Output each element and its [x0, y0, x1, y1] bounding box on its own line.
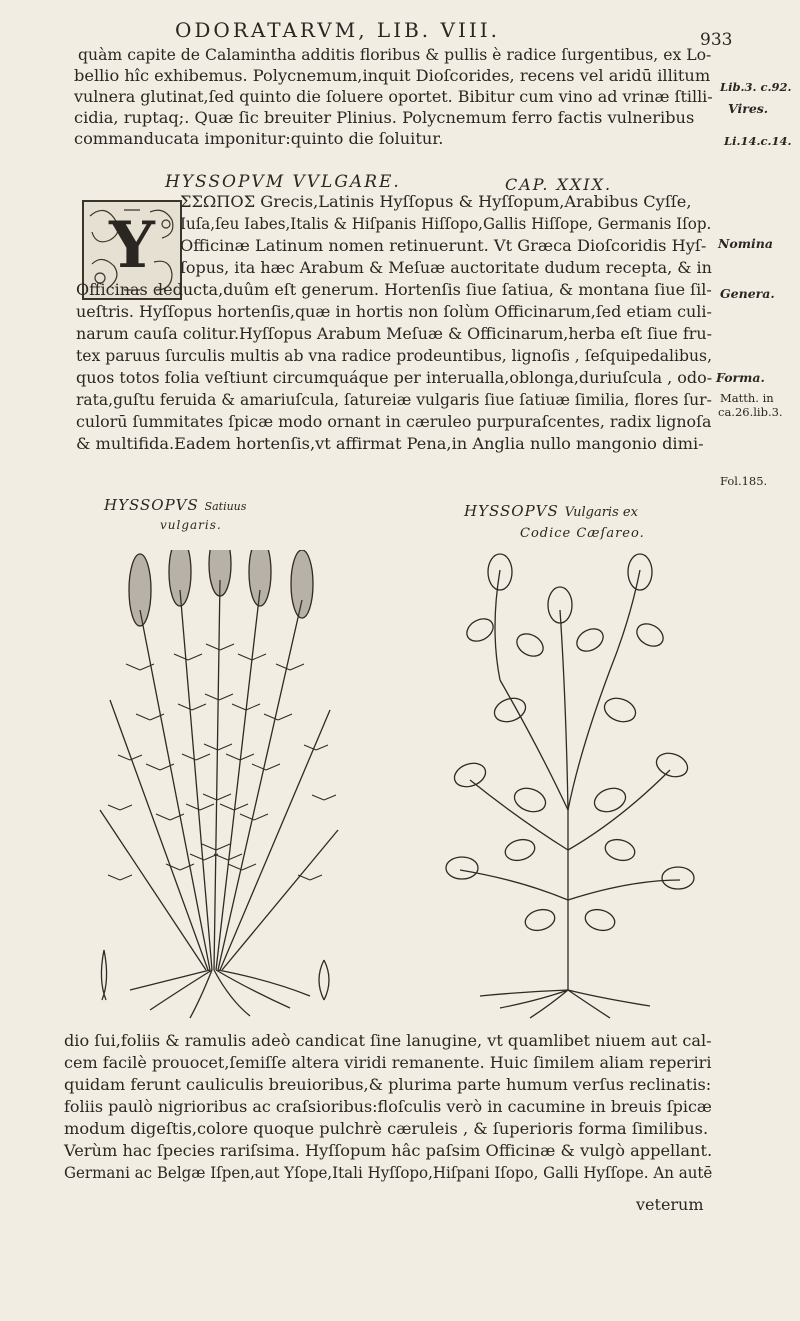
margin-note: Fol.185.	[720, 474, 768, 488]
caption-title: HYSSOPVS	[104, 496, 199, 514]
margin-note: Vires.	[728, 101, 769, 116]
margin-note: Forma.	[716, 370, 765, 385]
caption-subtitle: Satiuus	[204, 500, 247, 513]
catchword: veterum	[636, 1195, 704, 1214]
text-line: dio ſui,foliis & ramulis adeò candicat ſine lanugine, vt quamlibet niuem aut cal-	[64, 1031, 712, 1050]
text-line: modum digeſtis,colore quoque pulchrè cæruleis , & ſuperioris forma ſimilibus.	[64, 1119, 709, 1138]
text-line: Verùm hac ſpecies rariſsima. Hyſſopum hâc paſsim Officinæ & vulgò appellant.	[64, 1141, 713, 1160]
initial-letter: Y	[109, 208, 155, 283]
text-line: & multifida.Eadem hortenſis,vt affirmat Pena,in Anglia nullo mangonio dimi-	[76, 434, 704, 453]
text-line: cidia, ruptaq;. Quæ ſic breuiter Plinius. Polycnemum ferro factis vulneribus	[74, 108, 695, 127]
text-line: culorū ſummitates ſpicæ modo ornant in cæruleo purpuraſcentes, radix lignoſa	[76, 412, 712, 431]
figure-caption-right-2: Codice Cæſareo.	[520, 526, 645, 541]
text-line: tex paruus ſurculis multis ab vna radice prodeuntibus, lignoſis , ſeſquipedalibus,	[76, 346, 713, 365]
figure-caption-left-2: vulgaris.	[160, 518, 222, 532]
text-line: ueſtris. Hyſſopus hortenſis,quæ in hortis non ſolùm Officinarum,ſed etiam culi-	[76, 302, 712, 321]
chapter-number: CAP. XXIX.	[505, 175, 613, 194]
text-line: Iuſa,ſeu Iabes,Italis & Hiſpanis Hiſſopo,Gallis Hiſſope, Germanis Iſop.	[180, 214, 712, 233]
text-line: ſopus, ita hæc Arabum & Meſuæ auctoritate dudum recepta, & in	[180, 258, 712, 277]
figure-caption-left	[104, 496, 246, 514]
woodcut-hyssop-sativus	[80, 550, 350, 1020]
figure-caption-right	[464, 502, 638, 520]
text-line: commanducata imponitur:quinto die ſoluitur.	[74, 129, 444, 148]
margin-note: Lib.3. c.92.	[720, 80, 792, 94]
text-line: quos totos folia veſtiunt circumquáque per interualla,oblonga,duriuſcula , odo-	[76, 368, 713, 387]
margin-note: Matth. in	[720, 391, 774, 405]
running-head: ODORATARVM, LIB. VIII.	[175, 18, 501, 42]
text-line: narum cauſa colitur.Hyſſopus Arabum Meſuæ & Officinarum,herba eſt ſiue fru-	[76, 324, 712, 343]
text-line: ΣΣΩΠΟΣ Grecis,Latinis Hyſſopus & Hyſſopum,Arabibus Cyſſe,	[180, 192, 692, 211]
text-line: cem facilè prouocet,ſemiſſe altera viridi remanente. Huic ſimilem aliam reperiri	[64, 1053, 712, 1072]
margin-note: Nomina	[718, 236, 773, 251]
text-line: rata,guſtu feruida & amariuſcula, ſatureiæ vulgaris ſiue ſatiuæ ſimilia, flores ſur-	[76, 390, 712, 409]
text-line: bellio hîc exhibemus. Polycnemum,inquit Dioſcorides, recens vel aridū illitum	[74, 66, 711, 85]
page-number: 933	[700, 30, 733, 50]
text-line: foliis paulò nigrioribus ac craſsioribus:floſculis verò in cacumine in breuis ſpicæ	[64, 1097, 712, 1116]
text-line: Germani ac Belgæ Iſpen,aut Yſope,Itali Hyſſopo,Hiſpani Iſopo, Galli Hyſſope. An autē	[64, 1163, 713, 1182]
text-line: quàm capite de Calamintha additis floribus & pullis è radice ſurgentibus, ex Lo-	[78, 45, 712, 64]
text-line: Officinas deducta,duûm eſt generum. Hortenſis ſiue ſatiua, & montana ſiue ſil-	[76, 280, 712, 299]
chapter-title: HYSSOPVM VVLGARE.	[165, 172, 401, 192]
text-line: Officinæ Latinum nomen retinuerunt. Vt Græca Dioſcoridis Hyſ-	[180, 236, 707, 255]
text-line: vulnera glutinat,ſed quinto die ſoluere oportet. Bibitur cum vino ad vrinæ ſtilli-	[74, 87, 713, 106]
margin-note: Genera.	[720, 286, 775, 301]
text-line: quidam ferunt cauliculis breuioribus,& plurima parte humum verſus reclinatis:	[64, 1075, 712, 1094]
caption-subtitle: Vulgaris ex	[564, 505, 638, 520]
margin-note: Li.14.c.14.	[724, 134, 792, 148]
woodcut-hyssop-vulgaris	[440, 550, 700, 1020]
caption-title: HYSSOPVS	[464, 502, 559, 520]
margin-note: ca.26.lib.3.	[718, 405, 783, 419]
